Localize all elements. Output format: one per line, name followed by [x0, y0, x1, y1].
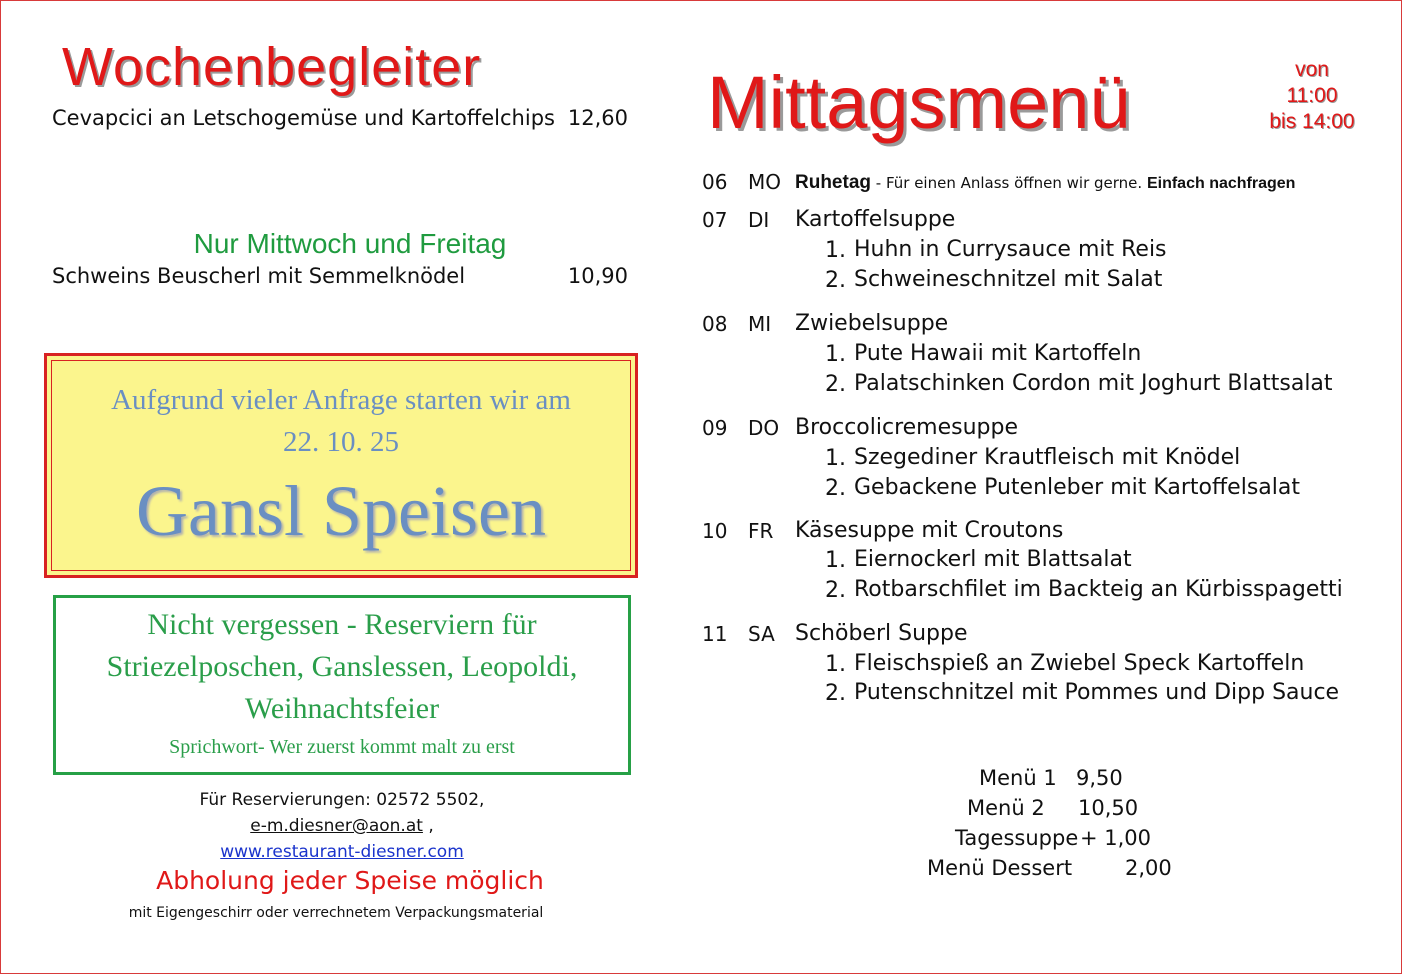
reservation-email[interactable]: e-m.diesner@aon.at	[250, 816, 423, 836]
dish-number: 1.	[825, 342, 846, 367]
day-abbr: FR	[748, 519, 774, 543]
day-number: 11	[702, 622, 728, 646]
ruhetag-text: - Für einen Anlass öffnen wir gerne.	[871, 174, 1147, 192]
dish-name: Szegediner Krautfleisch mit Knödel	[854, 445, 1241, 470]
website-link[interactable]: www.restaurant-diesner.com	[220, 842, 464, 862]
wochenbegleiter-title: Wochenbegleiter	[62, 37, 482, 97]
wochenbegleiter-price: 12,60	[567, 106, 628, 130]
ruhetag-call-to-action: Einfach nachfragen	[1146, 175, 1296, 192]
price-value: 2,00	[1125, 856, 1172, 880]
reminder-line-1: Nicht vergessen - Reserviern für	[147, 608, 537, 641]
dish-name: Gebackene Putenleber mit Kartoffelsalat	[854, 475, 1300, 500]
dish-name: Fleischspieß an Zwiebel Speck Kartoffeln	[854, 651, 1305, 676]
day-abbr: MI	[748, 312, 772, 336]
email-suffix: ,	[422, 816, 434, 836]
day-soup: Käsesuppe mit Croutons	[795, 518, 1064, 543]
price-value: 9,50	[1076, 766, 1123, 790]
nur-mittwoch-freitag-title: Nur Mittwoch und Freitag	[193, 228, 507, 259]
day-number: 09	[702, 416, 728, 440]
mittagsmenue-title: Mittagsmenü	[707, 61, 1131, 144]
beuscherl-price: 10,90	[567, 264, 628, 288]
dish-number: 2.	[825, 268, 846, 293]
day-soup: Kartoffelsuppe	[795, 207, 956, 232]
dish-name: Rotbarschfilet im Backteig an Kürbisspagetti	[854, 577, 1343, 602]
beuscherl-row	[52, 264, 628, 288]
dish-name: Huhn in Currysauce mit Reis	[854, 237, 1167, 262]
gansl-announcement-box	[44, 353, 638, 578]
time-start: 11:00	[1286, 84, 1338, 107]
dish-name: Eiernockerl mit Blattsalat	[854, 547, 1132, 572]
ruhetag-label: Ruhetag	[795, 172, 871, 193]
wochenbegleiter-dish: Cevapcici an Letschogemüse und Kartoffelchips	[52, 106, 555, 130]
price-label: Tagessuppe	[955, 826, 1079, 850]
time-end: bis 14:00	[1269, 110, 1355, 133]
reminder-proverb: Sprichwort- Wer zuerst kommt malt zu erst	[169, 736, 515, 758]
monday-ruhetag-line	[795, 172, 1295, 194]
dish-number: 2.	[825, 578, 846, 603]
price-value: 10,50	[1078, 796, 1139, 820]
day-abbr: DI	[748, 208, 770, 232]
dish-name: Palatschinken Cordon mit Joghurt Blattsalat	[854, 371, 1333, 396]
dish-name: Pute Hawaii mit Kartoffeln	[854, 341, 1142, 366]
dish-number: 1.	[825, 446, 846, 471]
announcement-headline: Gansl Speisen	[136, 471, 546, 551]
price-value: + 1,00	[1080, 826, 1152, 850]
dish-name: Schweineschnitzel mit Salat	[854, 267, 1163, 292]
dish-name: Putenschnitzel mit Pommes und Dipp Sauce	[854, 680, 1340, 705]
day-soup: Schöberl Suppe	[795, 621, 968, 646]
reminder-line-2: Striezelposchen, Ganslessen, Leopoldi,	[106, 650, 578, 683]
dish-number: 1.	[825, 548, 846, 573]
time-von: von	[1295, 58, 1329, 81]
website-line	[52, 842, 632, 862]
day-abbr: DO	[748, 416, 780, 440]
day-number: 07	[702, 208, 728, 232]
day-number: 06	[702, 170, 728, 194]
price-label: Menü 1	[979, 766, 1057, 790]
dish-number: 2.	[825, 476, 846, 501]
abholung-headline: Abholung jeder Speise möglich	[156, 866, 544, 895]
wochenbegleiter-row	[52, 106, 628, 130]
day-number: 08	[702, 312, 728, 336]
day-soup: Zwiebelsuppe	[795, 311, 949, 336]
day-abbr: SA	[748, 622, 775, 646]
reservation-phone: Für Reservierungen: 02572 5502,	[199, 790, 485, 810]
reservation-email-line	[52, 816, 632, 836]
price-label: Menü Dessert	[927, 856, 1073, 880]
day-number: 10	[702, 519, 728, 543]
dish-number: 1.	[825, 238, 846, 263]
day-abbr: MO	[748, 170, 781, 194]
beuscherl-dish: Schweins Beuscherl mit Semmelknödel	[52, 264, 466, 288]
reminder-line-3: Weihnachtsfeier	[244, 692, 440, 725]
day-soup: Broccolicremesuppe	[795, 415, 1019, 440]
reservation-reminder-box	[53, 595, 631, 775]
abholung-note: mit Eigengeschirr oder verrechnetem Verpackungsmaterial	[128, 905, 544, 921]
announcement-date: 22. 10. 25	[283, 426, 399, 458]
price-label: Menü 2	[967, 796, 1045, 820]
dish-number: 1.	[825, 652, 846, 677]
announcement-line: Aufgrund vieler Anfrage starten wir am	[111, 384, 571, 416]
dish-number: 2.	[825, 681, 846, 706]
dish-number: 2.	[825, 372, 846, 397]
